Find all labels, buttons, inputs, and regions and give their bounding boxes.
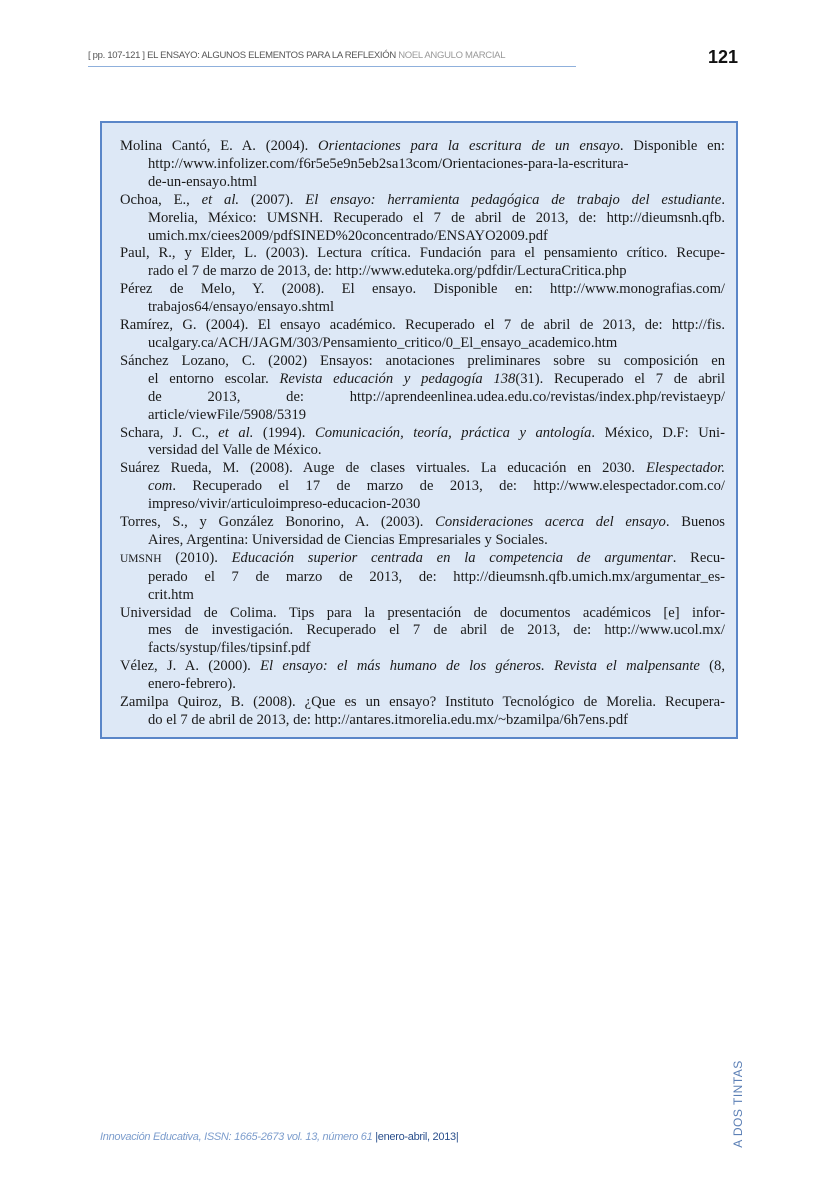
reference-line: [120, 138, 725, 156]
reference-text: http://www.infolizer.com/f6r5e5e9n5eb2sa13com/Orientaciones-para-la-escritura-: [148, 155, 629, 172]
reference-text: ucalgary.ca/ACH/JAGM/303/Pensamiento_critico/0_El_ensayo_academico.htm: [148, 334, 618, 351]
reference-text: (31). Recuperado el 7 de abril: [515, 370, 725, 387]
reference-line: [120, 658, 725, 676]
header-author: NOEL ANGULO MARCIAL: [398, 50, 506, 61]
reference-text: Sánchez Lozano, C. (2002) Ensayos: anotaciones preliminares sobre su composición en: [120, 352, 725, 369]
reference-text: Morelia, México: UMSNH. Recuperado el 7 de abril de 2013, de: http://dieumsnh.qfb.: [148, 209, 725, 226]
reference-line: [120, 605, 725, 623]
reference-text: .: [721, 191, 725, 208]
reference-line: [120, 425, 725, 443]
reference-item: [120, 658, 725, 694]
reference-text: Molina Cantó, E. A. (2004).: [120, 138, 319, 154]
side-label: A DOS TINTAS: [731, 1060, 745, 1148]
reference-text: Zamilpa Quiroz, B. (2008). ¿Que es un ensayo? Instituto Tecnológico de Morelia. Recupera-: [120, 694, 725, 711]
reference-line: [120, 640, 725, 658]
footer-date: |enero-abril, 2013|: [375, 1131, 459, 1143]
reference-line: [120, 371, 725, 389]
reference-line: [120, 496, 725, 514]
reference-item: [120, 550, 725, 605]
header-title: EL ENSAYO: ALGUNOS ELEMENTOS PARA LA REFLEXIÓN: [147, 50, 396, 61]
reference-line: [120, 299, 725, 317]
reference-text: Paul, R., y Elder, L. (2003). Lectura crítica. Fundación para el pensamiento crítico. Recupe-: [120, 245, 725, 262]
reference-text: Pérez de Melo, Y. (2008). El ensayo. Disponible en: http://www.monografias.com/: [120, 281, 725, 298]
running-header: [88, 50, 576, 67]
reference-text: . Recu-: [672, 549, 725, 566]
reference-line: [120, 550, 725, 569]
reference-line: [120, 353, 725, 371]
italic-text: Educación superior centrada en la competencia de argumentar: [231, 549, 673, 566]
reference-item: [120, 425, 725, 461]
reference-line: [120, 532, 725, 550]
reference-text: . Buenos: [665, 514, 725, 531]
italic-text: El ensayo: el más humano de los géneros. Revista el malpensante: [260, 658, 700, 675]
reference-text: (2007).: [239, 191, 306, 208]
references-box: [100, 121, 738, 739]
reference-item: [120, 353, 725, 425]
footer-journal: Innovación Educativa,: [100, 1131, 202, 1143]
reference-line: [120, 263, 725, 281]
reference-item: [120, 138, 725, 192]
reference-text: impreso/vivir/articuloimpreso-educacion-2030: [148, 496, 421, 513]
reference-line: [120, 174, 725, 192]
reference-text: (1994).: [253, 424, 315, 441]
reference-line: [120, 587, 725, 605]
reference-text: article/viewFile/5908/5319: [148, 406, 307, 423]
reference-item: [120, 460, 725, 514]
italic-text: El ensayo: herramienta pedagógica de trabajo del estudiante: [305, 191, 722, 208]
reference-line: [120, 389, 725, 407]
reference-item: [120, 317, 725, 353]
reference-text: . México, D.F: Uni-: [591, 424, 725, 441]
reference-text: do el 7 de abril de 2013, de: http://antares.itmorelia.edu.mx/~bzamilpa/6h7ens.pdf: [148, 712, 629, 728]
reference-text: de-un-ensayo.html: [148, 173, 258, 190]
italic-text: Revista educación y pedagogía 138: [279, 370, 516, 387]
reference-text: Aires, Argentina: Universidad de Ciencias Empresariales y Sociales.: [148, 531, 548, 548]
reference-text: enero-febrero).: [148, 676, 236, 693]
reference-line: [120, 514, 725, 532]
reference-text: umich.mx/ciees2009/pdfSINED%20concentrado/ENSAYO2009.pdf: [148, 227, 548, 244]
reference-item: [120, 245, 725, 281]
reference-line: [120, 622, 725, 640]
italic-text: et al.: [218, 424, 254, 441]
reference-text: trabajos64/ensayo/ensayo.shtml: [148, 299, 335, 316]
reference-text: . Disponible en:: [619, 138, 725, 154]
italic-text: Elespectador.: [645, 460, 725, 477]
footer-issn: ISSN: 1665-2673 vol. 13, número 61: [201, 1131, 376, 1143]
reference-line: [120, 694, 725, 712]
reference-text: (2010).: [161, 549, 232, 566]
reference-text: UMSNH: [120, 552, 162, 565]
italic-text: com: [148, 478, 173, 495]
reference-line: [120, 228, 725, 246]
reference-text: versidad del Valle de México.: [148, 442, 322, 459]
reference-line: [120, 317, 725, 335]
reference-item: [120, 694, 725, 730]
reference-text: Torres, S., y González Bonorino, A. (2003).: [120, 514, 436, 531]
reference-text: . Recuperado el 17 de marzo de 2013, de: http://www.elespectador.com.co/: [172, 478, 725, 495]
reference-text: Universidad de Colima. Tips para la presentación de documentos académicos [e] infor-: [120, 604, 725, 621]
reference-text: Suárez Rueda, M. (2008). Auge de clases virtuales. La educación en 2030.: [120, 460, 646, 477]
reference-text: facts/systup/files/tipsinf.pdf: [148, 640, 311, 657]
reference-line: [120, 192, 725, 210]
reference-text: mes de investigación. Recuperado el 7 de abril de 2013, de: http://www.ucol.mx/: [148, 622, 725, 639]
header-pages: [ pp. 107-121 ]: [88, 50, 145, 61]
italic-text: Comunicación, teoría, práctica y antología: [314, 424, 592, 441]
italic-text: Orientaciones para la escritura de un ensayo: [318, 138, 620, 154]
reference-line: [120, 712, 725, 730]
reference-text: Ochoa, E.,: [120, 191, 202, 208]
reference-line: [120, 442, 725, 460]
italic-text: et al.: [201, 191, 240, 208]
page-number: 121: [708, 47, 739, 67]
reference-item: [120, 192, 725, 246]
reference-text: Vélez, J. A. (2000).: [120, 658, 261, 675]
reference-item: [120, 514, 725, 550]
reference-line: [120, 460, 725, 478]
reference-line: [120, 478, 725, 496]
reference-line: [120, 281, 725, 299]
references-list: [120, 138, 725, 730]
reference-text: Schara, J. C.,: [120, 424, 219, 441]
reference-item: [120, 605, 725, 659]
reference-text: Ramírez, G. (2004). El ensayo académico. Recuperado el 7 de abril de 2013, de: http://fis.: [120, 317, 725, 334]
reference-line: [120, 245, 725, 263]
reference-text: (8,: [699, 658, 725, 675]
footer: [100, 1131, 458, 1143]
reference-line: [120, 210, 725, 228]
reference-line: [120, 676, 725, 694]
reference-line: [120, 569, 725, 587]
reference-text: rado el 7 de marzo de 2013, de: http://www.eduteka.org/pdfdir/LecturaCritica.php: [148, 263, 627, 280]
reference-text: crit.htm: [148, 586, 194, 603]
reference-item: [120, 281, 725, 317]
reference-line: [120, 407, 725, 425]
reference-text: de 2013, de: http://aprendeenlinea.udea.edu.co/revistas/index.php/revistaeyp/: [148, 388, 725, 405]
italic-text: Consideraciones acerca del ensayo: [435, 514, 666, 531]
reference-text: el entorno escolar.: [148, 370, 280, 387]
reference-line: [120, 156, 725, 174]
reference-line: [120, 335, 725, 353]
reference-text: perado el 7 de marzo de 2013, de: http://dieumsnh.qfb.umich.mx/argumentar_es-: [148, 568, 725, 585]
